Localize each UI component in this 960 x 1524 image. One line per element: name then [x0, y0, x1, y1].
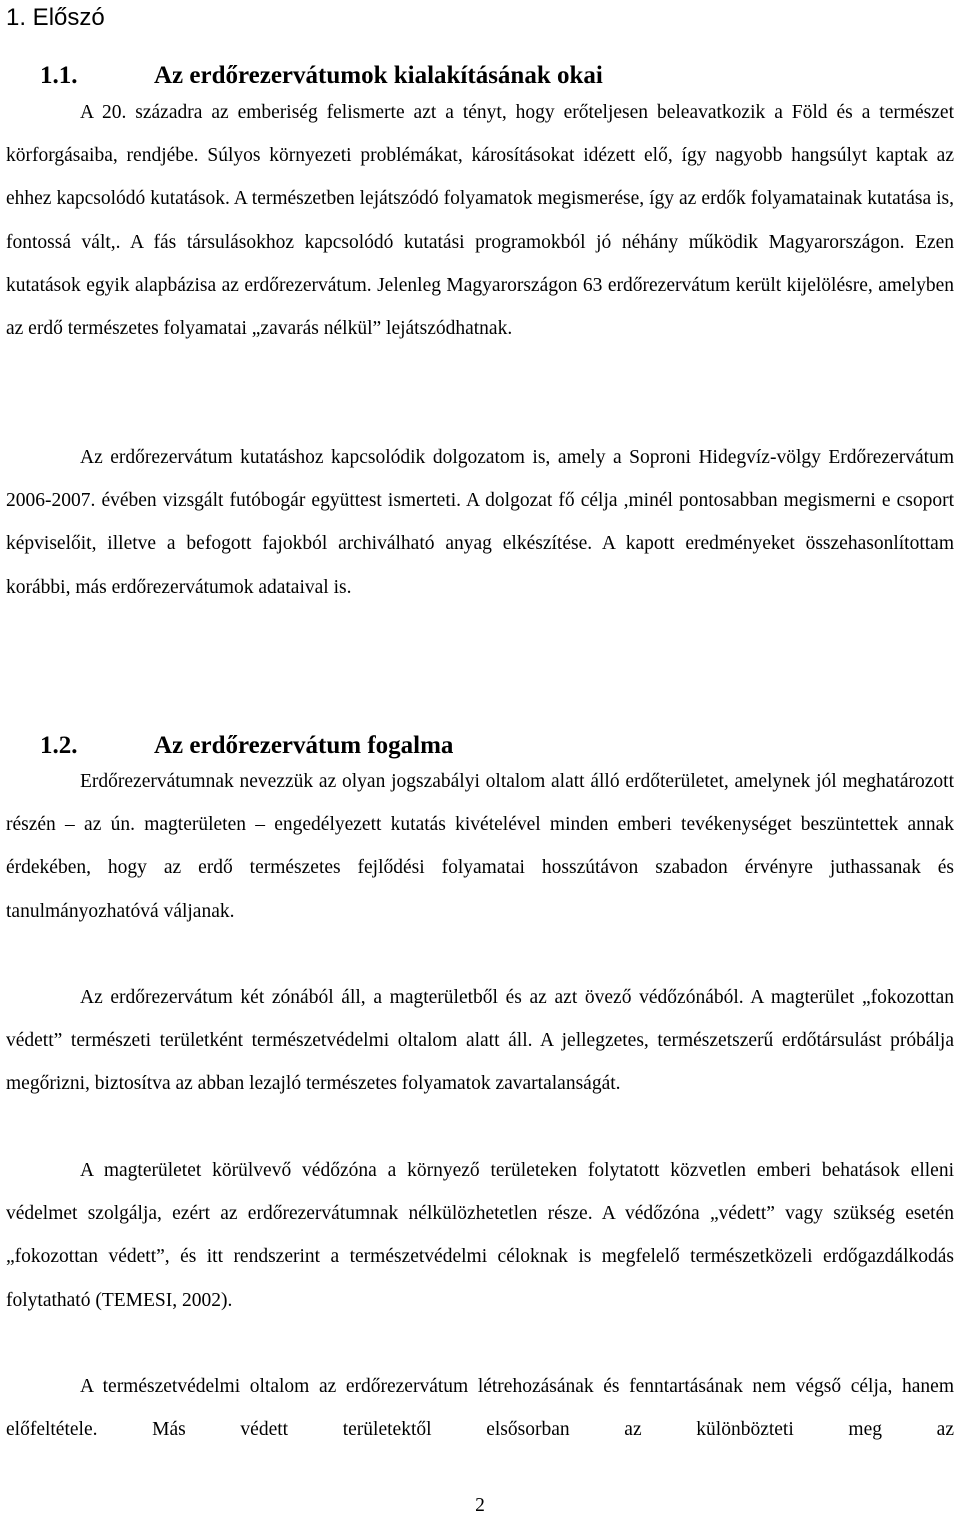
- paragraph: Az erdőrezervátum kutatáshoz kapcsolódik dolgozatom is, amely a Soproni Hidegvíz-völgy Erdőrezervátum 2006-2007. évében vizsgált futóbogár együttest ismerteti. A dolgozat fő célja ,minél pontosabban megismerni e csoport képviselőit, illetve a befogott fajokból archiválható anyag elkészítése. A kapott eredményeket összehasonlítottam korábbi, más erdőrezervátumok adataival is.: [6, 447, 954, 598]
- paragraph: A magterületet körülvevő védőzóna a környező területeken folytatott közvetlen emberi behatások elleni védelmet szolgálja, ezért az erdőrezervátumnak nélkülözhetetlen része. A védőzóna „védett” vagy szükség esetén „fokozottan védett”, és itt rendszerint a természetvédelmi céloknak is megfelelő természetközeli erdőgazdálkodás folytatható (TEMESI, 2002).: [6, 1160, 954, 1311]
- section-title: Az erdőrezervátumok kialakításának okai: [154, 62, 603, 89]
- paragraph: Az erdőrezervátum két zónából áll, a magterületből és az azt övező védőzónából. A magterület „fokozottan védett” természeti területként természetvédelmi oltalom alatt áll. A jellegzetes, természetszerű erdőtársulást próbálja megőrizni, biztosítva az abban lezajló természetes folyamatok zavartalanságát.: [6, 987, 954, 1095]
- paragraph: A 20. századra az emberiség felismerte azt a tényt, hogy erőteljesen beleavatkozik a Föld és a természet körforgásaiba, rendjébe. Súlyos környezeti problémákat, károsításokat idézett elő, így nagyobb hangsúlyt kaptak az ehhez kapcsolódó kutatások. A természetben lejátszódó folyamatok megismerése, így az erdők folyamatainak kutatása is, fontossá vált,. A fás társulásokhoz kapcsolódó kutatási programokból jó néhány működik Magyarországon. Ezen kutatások egyik alapbázisa az erdőrezervátum. Jelenleg Magyarországon 63 erdőrezervátum került kijelölésre, amelyben az erdő természetes folyamatai „zavarás nélkül” lejátszódhatnak.: [6, 102, 954, 340]
- section-number: 1.2.: [40, 732, 78, 759]
- page-number: 2: [475, 1495, 485, 1516]
- section-number: 1.1.: [40, 62, 78, 89]
- section-title: Az erdőrezervátum fogalma: [154, 732, 454, 759]
- section-heading-1-2: [40, 731, 453, 761]
- paragraph: Erdőrezervátumnak nevezzük az olyan jogszabályi oltalom alatt álló erdőterületet, amelynek jól meghatározott részén – az ún. magterületen – engedélyezett kutatás kivételével minden emberi tevékenységet beszüntettek annak érdekében, hogy az erdő természetes fejlődési folyamatai hosszútávon szabadon érvényre juthassanak és tanulmányozhatóvá váljanak.: [6, 771, 954, 922]
- chapter-title: 1. Előszó: [6, 4, 105, 31]
- paragraph: A természetvédelmi oltalom az erdőrezervátum létrehozásának és fenntartásának nem végső célja, hanem előfeltétele. Más védett területektől elsősorban az különbözteti meg az: [6, 1376, 954, 1441]
- section-heading-1-1: [40, 61, 603, 91]
